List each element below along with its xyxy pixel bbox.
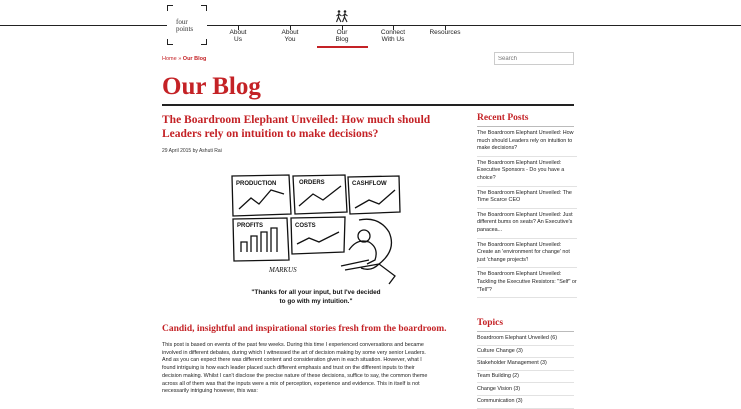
nav-label: About (281, 29, 299, 36)
topics-heading: Topics (477, 318, 504, 328)
nav-our-blog[interactable] (317, 30, 367, 43)
recent-posts-heading: Recent Posts (477, 113, 529, 123)
nav-label: Resources (429, 29, 461, 36)
cartoon-caption-line: "Thanks for all your input, but I've decided (251, 289, 381, 296)
post-body-line: found intriguing is how each leader placed such different emphasis and trust on the different inputs to their (162, 365, 415, 372)
cartoon-image (229, 172, 404, 307)
post-meta: 29 April 2015 by Ashuti Rai (162, 148, 222, 154)
search-input[interactable] (494, 52, 574, 65)
breadcrumb (162, 56, 206, 62)
recent-post-link[interactable]: The Boardroom Elephant Unveiled: The Time Scarce CEO (477, 187, 577, 209)
post-body-line: necessarily intriguing however, this was: (162, 388, 258, 395)
nav-active-indicator (317, 46, 368, 48)
hikers-icon (335, 10, 349, 23)
nav-label: Connect (380, 29, 406, 36)
post-body-line: involved in different debates, during which I witnessed the art of decision making by some very senior Leaders. (162, 349, 426, 356)
post-title[interactable]: The Boardroom Elephant Unveiled: How much should Leaders rely on intuition to make decisions? (162, 114, 431, 140)
breadcrumb-current: Our Blog (182, 56, 207, 62)
post-body-line: decision making. Whilst I can't disclose the precise nature of these decisions, suffice to say, the common theme (162, 372, 428, 379)
main-nav (0, 0, 741, 48)
nav-resources[interactable] (420, 30, 470, 37)
page-title: Our Blog (162, 73, 261, 100)
post-body-line: And as you can expect there was different content and consideration given in each situation. However, what I (162, 357, 422, 364)
post-body-line: across all of them was that the inputs were a mix of perception, experience and evidence. This in itself is not (162, 380, 420, 387)
topics-rule (477, 331, 574, 332)
nav-label: Our (336, 29, 348, 36)
post-subheading: Candid, insightful and inspirational stories fresh from the boardroom. (162, 324, 447, 334)
cartoon-panel-label: PRODUCTION (236, 181, 277, 187)
recent-post-link[interactable]: The Boardroom Elephant Unveiled: Executive Sponsors - Do you have a choice? (477, 157, 577, 187)
recent-posts-list (477, 127, 577, 298)
logo-word-2: points (176, 25, 194, 33)
logo-word-1: four (176, 18, 188, 26)
nav-about-you[interactable] (265, 30, 315, 43)
nav-label: About (229, 29, 247, 36)
nav-label: With Us (381, 35, 405, 43)
cartoon-panel-label: COSTS (295, 223, 316, 229)
post-body (162, 342, 467, 396)
recent-post-link[interactable]: The Boardroom Elephant Unveiled: Just different bums on seats? An Executive's panacea... (477, 209, 577, 239)
topic-link[interactable]: Team Building (2) (477, 371, 574, 384)
recent-post-link[interactable]: The Boardroom Elephant Unveiled: Create an 'environment for change' not just 'change projects'! (477, 239, 577, 269)
nav-label: Blog (335, 35, 349, 43)
recent-post-link[interactable]: The Boardroom Elephant Unveiled: Tackling the Executive Resistors: "Self" or "Tell"? (477, 268, 577, 298)
topic-link[interactable]: Culture Change (3) (477, 346, 574, 359)
cartoon-signature: MARKUS (269, 266, 297, 274)
breadcrumb-separator: » (178, 56, 182, 62)
topic-link[interactable]: Change Vision (3) (477, 383, 574, 396)
topic-link[interactable]: Stakeholder Management (3) (477, 358, 574, 371)
nav-about-us[interactable] (213, 30, 263, 43)
nav-label: Us (234, 35, 242, 43)
post-body-line: This post is based on events of the past few weeks. During this time I experienced conversations and became (162, 342, 424, 348)
topic-link[interactable]: Communication (3) (477, 396, 574, 409)
cartoon-panel-label: ORDERS (299, 180, 325, 186)
cartoon-panel-label: CASHFLOW (352, 181, 387, 187)
nav-label: You (284, 35, 296, 43)
topics-list (477, 333, 574, 409)
cartoon-panel-label: PROFITS (237, 223, 264, 229)
nav-connect-with-us[interactable] (368, 30, 418, 43)
recent-post-link[interactable]: The Boardroom Elephant Unveiled: How much should Leaders rely on intuition to make decisions? (477, 127, 577, 157)
cartoon-caption-line: to go with my intuition." (279, 298, 353, 305)
title-rule (162, 104, 574, 106)
breadcrumb-home[interactable]: Home (162, 56, 177, 62)
topic-link[interactable]: Boardroom Elephant Unveiled (6) (477, 333, 574, 346)
